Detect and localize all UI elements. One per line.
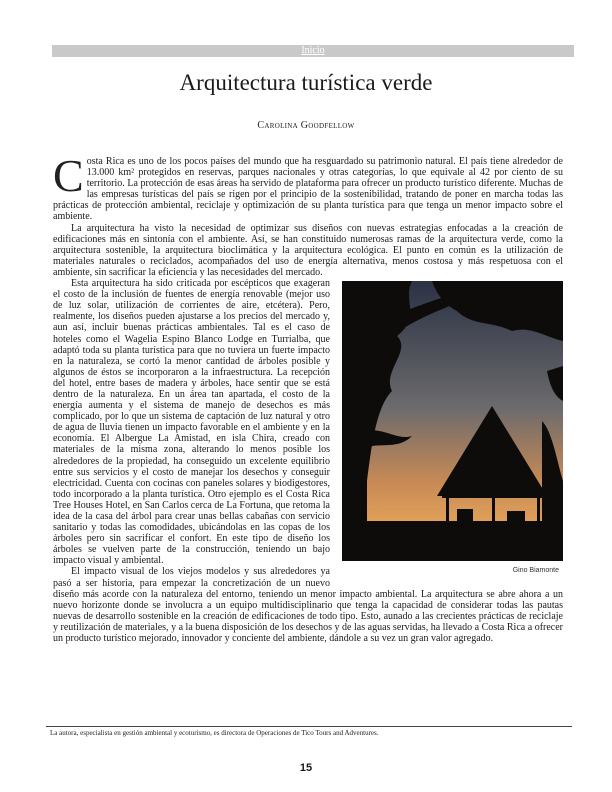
article-title: Arquitectura turística verde: [179, 70, 433, 95]
sunset-hut-photo: [342, 281, 563, 561]
home-link[interactable]: Inicio: [301, 45, 325, 56]
drop-cap: C: [53, 150, 84, 201]
article-author: Carolina Goodfellow: [257, 120, 355, 131]
author-footnote: La autora, especialista en gestión ambiental y ecoturismo, es directora de Operaciones de Tico Tours and Adventures.: [50, 729, 379, 737]
article-body: [53, 150, 563, 645]
paragraph-2: La arquitectura ha visto la necesidad de optimizar sus diseños con nuevas estrategias enfocadas a la creación de edificaciones más en sintonía con el ambiente. Así, se han constituido numerosas ramas de la arquitectura verde, como la arquitectura sostenible, la arquitectura bioclimática y la arquitectura ecológica. El punto en común es la utilización de materiales naturales o reciclados, acompañados del uso de energía alternativa, menos costosa y más respetuosa con el ambiente, sin sacrificar la eficiencia y las necesidades del mercado.: [53, 222, 563, 278]
paragraph-1: [53, 150, 563, 223]
paragraph-1-text: osta Rica es uno de los pocos países del mundo que ha resguardado su patrimonio natural. El país tiene alrededor de 13.000 km² protegidos en reservas, parques nacionales y otras categorías, lo que equivale al 42 por ciento de su territorio. La protección de esas áreas ha servido de plataforma para ofrecer un producto turístico diferente. Muchas de las empresas turísticas del país se rigen por el principio de la sostenibilidad, tratando de poner en marcha todas las prácticas de protección ambiental, reciclaje y optimización de su planta turística para que tenga un menor impacto sobre el ambiente.: [53, 156, 563, 223]
paragraph-3-text: Esta arquitectura ha sido criticada por escépticos que exageran el costo de la inclusión de fuentes de energía renovable (mejor uso de luz solar, utilización de corrientes de aire, etcétera). Pero, realmente, los diseños pueden ajustarse a los precios del mercado y, aun así, incluir buenas prácticas ambientales. Tal es el caso de hoteles como el Wagelia Espino Blanco Lodge en Turrialba, que adaptó toda su planta turística para que no tuviera un fuerte impacto en la naturaleza, se cortó la menor cantidad de árboles posible y algunos de éstos se incorporaron a la infraestructura. La recepción del hotel, entre bases de madera y árboles, hace sentir que se está dentro de la naturaleza. En un área tan apartada, el costo de la energía aumenta y el sistema de manejo de desechos es más complicado, por lo que un sistema de captación de luz natural y otro de agua de lluvia tienen un impacto favorable en el ambiente y en la economía. El Albergue La Amistad, en isla Chira, creado con materiales de la misma zona, alterando lo menos posible los alrededores de la propiedad, ha conseguido un excelente equilibrio entre sus servicios y el costo de manejar los desechos y conseguir electricidad. Cuenta con cocinas con paneles solares y biodigestores, todo incorporado a la planta turística. Otro ejemplo es el Costa Rica Tree Houses Hotel, en San Carlos cerca de La Fortuna, que retoma la idea de la casa del árbol para crear unas bellas cabañas con servicio sanitario y todas las comodidades, ubicándolas en las copas de los árboles pero sin sacrificar el confort. En este tipo de diseño los árboles se vuelven parte de la construcción, teniendo un bajo impacto visual y ambiental.: [53, 278, 330, 567]
footnote-divider: [46, 726, 572, 727]
photo-figure: [342, 281, 563, 581]
paragraph-4: El impacto visual de los viejos modelos y sus alrededores ya pasó a ser historia, para empezar la concretización de un nuevo diseño más acorde con la naturaleza del entorno, teniendo un menor impacto ambiental. La arquitectura se abre ahora a un nuevo horizonte donde se involucra a un equipo multidisciplinario que tenga la capacidad de considerar todas las pautas nuevas de desarrollo sostenible en la creación de edificaciones de todo tipo. Esto, aunado a las crecientes prácticas de reciclaje y reutilización de materiales, y a la buena disposición de los desechos y de las aguas servidas, ha llevado a Costa Rica a ofrecer un producto turístico mejorado, innovador y conciente del ambiente, dándole a su vez un gran valor agregado.: [53, 566, 563, 645]
paragraph-3: [53, 278, 563, 575]
photo-credit: Gino Biamonte: [512, 567, 559, 575]
top-nav-bar: [52, 45, 574, 57]
page-number: 15: [299, 762, 313, 774]
